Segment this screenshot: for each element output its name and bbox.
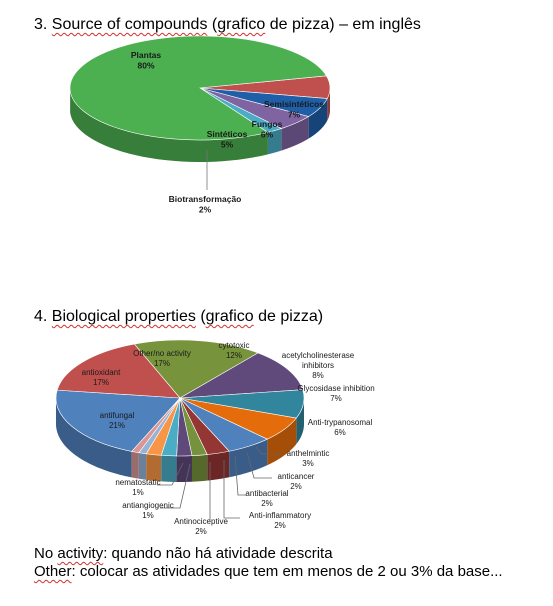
c2-slice-side-10 xyxy=(139,453,146,480)
c2-slice-side-11 xyxy=(132,451,139,478)
c2-label-0: Other/no activity 17% xyxy=(133,349,191,368)
c2-label-11: nematostatic 1% xyxy=(115,478,161,497)
footnote-no-activity xyxy=(34,545,333,562)
c1-label-4: Biotransformação 2% xyxy=(168,194,242,215)
section-number: 4. xyxy=(34,308,48,325)
footnote-word-underlined: activity xyxy=(57,545,104,562)
c2-label-7: antibacterial 2% xyxy=(245,489,289,508)
c2-label-4: Anti-trypanosomal 6% xyxy=(307,418,373,437)
c1-label-3: Sintéticos 5% xyxy=(206,129,248,150)
c2-slice-side-8 xyxy=(161,455,176,482)
footnote-other xyxy=(34,563,503,580)
c2-label-6: anticancer 2% xyxy=(277,472,315,491)
footnote-text: : colocar as atividades que tem em menos de 2 ou 3% da base... xyxy=(71,563,503,580)
footnote-word-underlined: Other xyxy=(34,563,72,580)
c2-slice-side-6 xyxy=(192,455,207,482)
section-title-paren: ( xyxy=(200,308,206,325)
c2-label-12: antifungal 21% xyxy=(99,411,135,430)
footnote-text: : quando não há atividade descrita xyxy=(103,545,333,562)
c2-label-1: cytotoxic 12% xyxy=(218,341,250,360)
section-title: Source of compounds xyxy=(51,16,208,33)
c2-label-8: Anti-inflammatory 2% xyxy=(248,511,312,530)
c2-label-10: antiangiogenic 1% xyxy=(122,501,174,520)
c2-label-5: anthelmintic 3% xyxy=(286,449,330,468)
c1-label-0: Plantas 80% xyxy=(130,50,162,71)
section-title-rest: de pizza) – em inglês xyxy=(265,16,421,33)
c2-slice-side-5 xyxy=(207,451,229,480)
footnote-word: No xyxy=(34,545,54,562)
c2-label-3: Glycosidase inhibition 7% xyxy=(297,384,375,403)
c2-label-9: Antinociceptive 2% xyxy=(174,517,228,536)
c2-label-2: acetylcholinesterase inhibitors 8% xyxy=(281,351,355,380)
c1-label-2: Fungos 6% xyxy=(251,119,283,140)
section-title-grafico: grafico xyxy=(217,16,266,33)
c2-slice-side-7 xyxy=(177,456,192,482)
section-title-rest: de pizza) xyxy=(253,308,324,325)
c2-label-13: antioxidant 17% xyxy=(81,368,121,387)
section-title-paren: ( xyxy=(211,16,218,33)
section-title: Biological properties xyxy=(51,308,196,325)
section-title-grafico: grafico xyxy=(205,308,254,325)
section-number: 3. xyxy=(34,16,48,33)
c1-label-1: Semisintéticos 7% xyxy=(264,99,324,120)
